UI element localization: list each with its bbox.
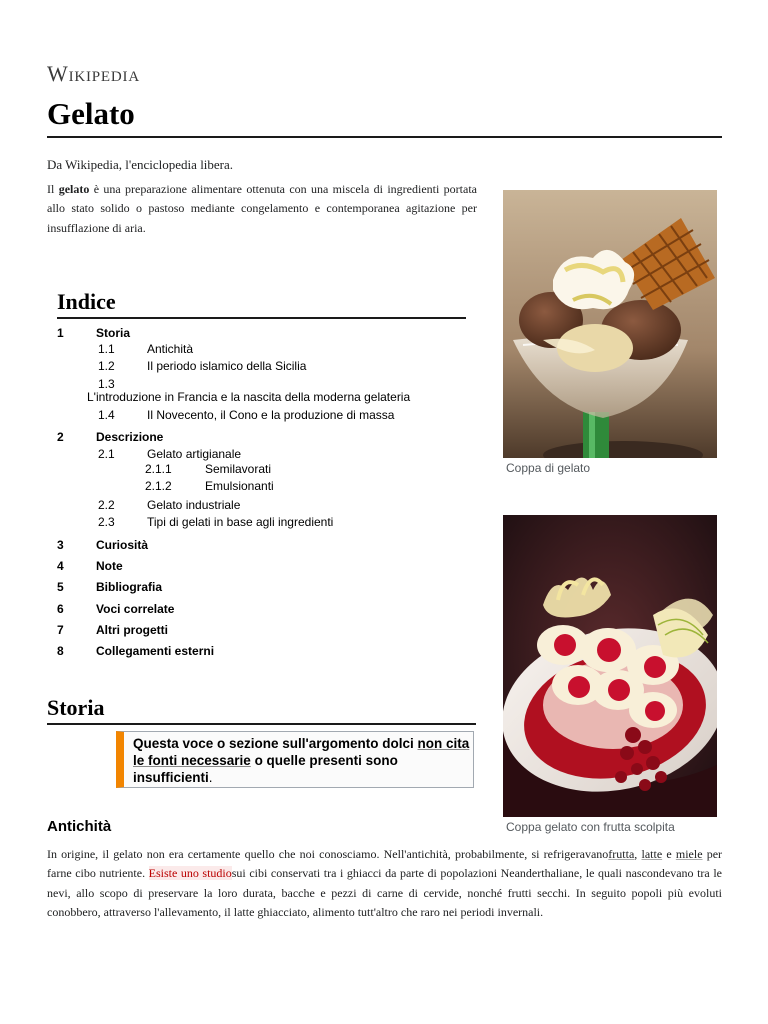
wikipedia-wordmark[interactable]: Wikipedia — [47, 61, 140, 86]
toc-num: 1.2 — [98, 359, 115, 373]
toc-link-altri-progetti[interactable]: Altri progetti — [96, 623, 168, 637]
toc-link-curiosita[interactable]: Curiosità — [96, 538, 149, 552]
intro-text-after: è una preparazione alimentare ottenuta con una miscela di ingredienti portata allo stato solido o pastoso mediante congelamento e contemporanea agitazione per insufflazione di aria. — [47, 182, 477, 235]
toc-num: 4 — [57, 559, 64, 573]
toc-num: 1 — [57, 326, 64, 340]
section-heading-storia: Storia — [47, 695, 105, 720]
toc-link-tipi-di-gelati[interactable]: Tipi di gelati in base agli ingredienti — [147, 515, 334, 529]
intro-bold-term: gelato — [58, 182, 90, 196]
sculpted-fruit-gelato-image[interactable] — [503, 515, 717, 817]
toc-num: 2.1 — [98, 447, 115, 461]
toc-link-emulsionanti[interactable]: Emulsionanti — [205, 479, 274, 493]
title-divider — [47, 136, 722, 138]
toc-num: 2.3 — [98, 515, 115, 529]
antichita-text: per farne cibo nutriente. — [47, 847, 723, 881]
antichita-text: In origine, il gelato non era certamente quello che noi conosciamo. Nell'antichità, probabilmente, si refrigeravano — [47, 847, 609, 861]
figure-caption: Coppa di gelato — [506, 461, 591, 475]
toc-link-voci-correlate[interactable]: Voci correlate — [96, 602, 175, 616]
antichita-text: sui cibi conservati tra i ghiacci da parte di popolazioni Neanderthaliane, le quali nascondevano tra le nevi, allo scopo di preservare la loro durata, bacche e pezzi di carne di cervide, nonché frutti secchi. In seguito popoli più evoluti conobbero, attraverso l'allevamento, il latte ghiacciato, alimento tutt'altro che raro nei periodi invernali. — [47, 866, 722, 920]
link-miele[interactable]: miele — [675, 847, 703, 861]
ice-cream-coppa-image[interactable] — [503, 190, 717, 458]
link-latte[interactable]: latte — [641, 847, 663, 861]
toc-link-gelato-artigianale[interactable]: Gelato artigianale — [147, 447, 242, 461]
toc-divider — [57, 317, 466, 319]
toc-link-semilavorati[interactable]: Semilavorati — [205, 462, 272, 476]
toc-link-novecento[interactable]: Il Novecento, il Cono e la produzione di massa — [147, 408, 395, 422]
toc-num: 1.1 — [98, 342, 115, 356]
toc-num: 3 — [57, 538, 64, 552]
toc-num: 2 — [57, 430, 64, 444]
toc-link-periodo-islamico[interactable]: Il periodo islamico della Sicilia — [147, 359, 307, 373]
toc-num: 2.1.2 — [145, 479, 172, 493]
section-divider — [47, 723, 476, 725]
toc-num: 1.3 — [98, 377, 115, 391]
toc-link-antichita[interactable]: Antichità — [147, 342, 194, 356]
antichita-text: e — [662, 847, 676, 861]
toc-title: Indice — [57, 289, 116, 314]
toc-link-bibliografia[interactable]: Bibliografia — [96, 580, 163, 594]
toc-num: 8 — [57, 644, 64, 658]
notice-text — [133, 735, 473, 786]
notice-period: . — [208, 770, 213, 785]
notice-sources-link[interactable]: non cita le fonti necessarie — [133, 736, 470, 768]
antichita-text: , — [634, 847, 642, 861]
antichita-paragraph — [47, 845, 722, 923]
intro-text-before: Il — [47, 182, 59, 196]
notice-text-part2: o quelle presenti sono insufficienti — [133, 753, 398, 785]
toc-link-note[interactable]: Note — [96, 559, 123, 573]
toc-num: 2.2 — [98, 498, 115, 512]
intro-paragraph — [47, 180, 477, 238]
link-frutta[interactable]: frutta — [608, 847, 635, 861]
toc-link-collegamenti-esterni[interactable]: Collegamenti esterni — [96, 644, 215, 658]
page-tagline: Da Wikipedia, l'enciclopedia libera. — [47, 157, 234, 172]
toc-link-descrizione[interactable]: Descrizione — [96, 430, 164, 444]
link-esiste-uno-studio[interactable]: Esiste uno studio — [148, 866, 232, 881]
toc-link-storia[interactable]: Storia — [96, 326, 131, 340]
notice-text-part1: Questa voce o sezione sull'argomento dolci — [133, 736, 418, 751]
toc-num: 7 — [57, 623, 64, 637]
toc-num: 1.4 — [98, 408, 115, 422]
subsection-heading-antichita: Antichità — [47, 818, 112, 835]
toc-num: 5 — [57, 580, 64, 594]
citation-needed-notice — [116, 731, 474, 788]
figure-caption: Coppa gelato con frutta scolpita — [506, 820, 675, 834]
toc-link-introduzione-francia[interactable]: L'introduzione in Francia e la nascita della moderna gelateria — [87, 390, 411, 404]
page-title: Gelato — [47, 96, 135, 131]
toc-num: 2.1.1 — [145, 462, 172, 476]
toc-num: 6 — [57, 602, 64, 616]
toc-link-gelato-industriale[interactable]: Gelato industriale — [147, 498, 241, 512]
